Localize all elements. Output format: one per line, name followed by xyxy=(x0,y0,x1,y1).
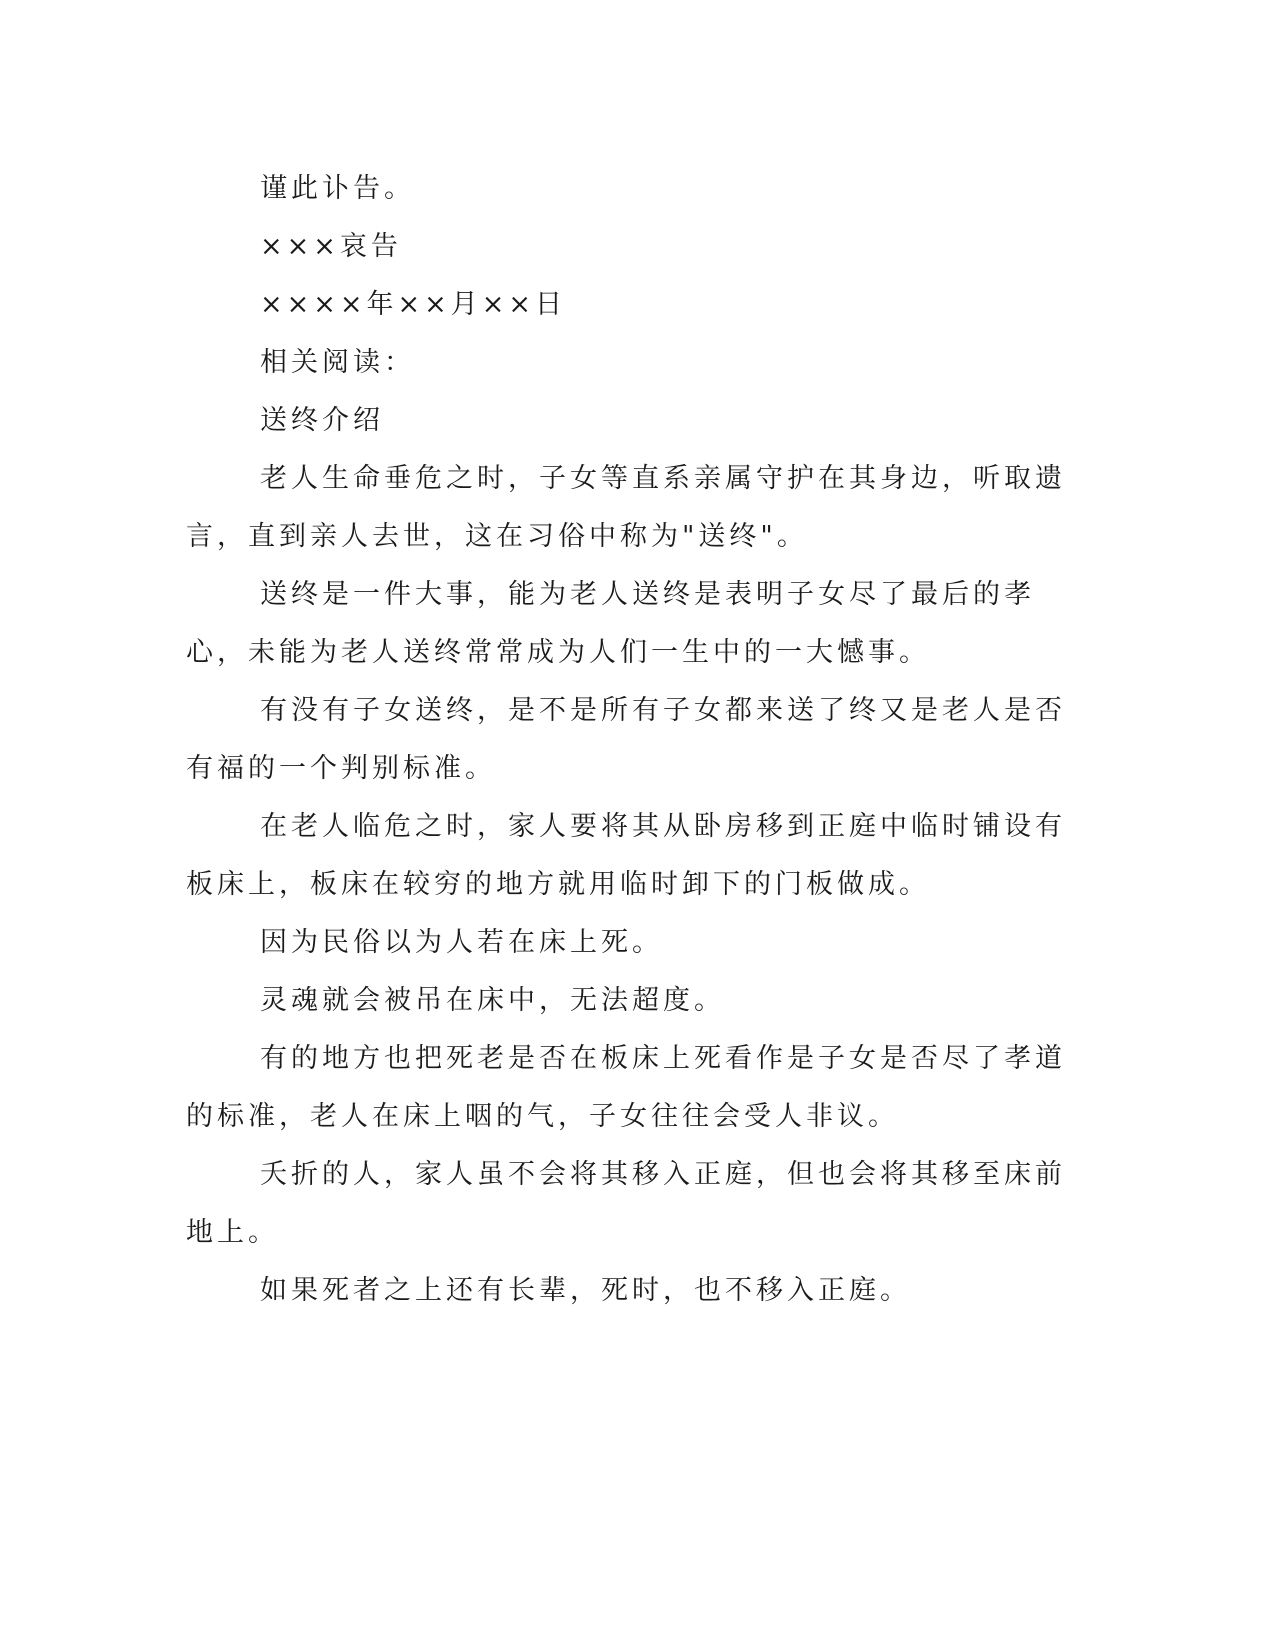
section-heading: 送终介绍 xyxy=(260,405,384,436)
body-paragraph: 在老人临危之时，家人要将其从卧房移到正庭中临时铺设有板床上，板床在较穷的地方就用临时卸下的门板做成。 xyxy=(186,811,1066,900)
body-paragraph: 夭折的人，家人虽不会将其移入正庭，但也会将其移至床前地上。 xyxy=(186,1159,1066,1248)
body-paragraph: 老人生命垂危之时，子女等直系亲属守护在其身边，听取遗言，直到亲人去世，这在习俗中称为"送终"。 xyxy=(186,463,1066,552)
related-reading-label: 相关阅读： xyxy=(260,347,415,378)
body-paragraph: 如果死者之上还有长辈，死时，也不移入正庭。 xyxy=(260,1275,911,1306)
body-paragraph: 因为民俗以为人若在床上死。 xyxy=(260,927,663,958)
body-paragraph: 有的地方也把死老是否在板床上死看作是子女是否尽了孝道的标准，老人在床上咽的气，子女往往会受人非议。 xyxy=(186,1043,1066,1132)
body-paragraph: 灵魂就会被吊在床中，无法超度。 xyxy=(260,985,725,1016)
closing-line: 谨此讣告。 xyxy=(260,173,415,204)
body-paragraph: 有没有子女送终，是不是所有子女都来送了终又是老人是否有福的一个判别标准。 xyxy=(186,695,1066,784)
body-paragraph: 送终是一件大事，能为老人送终是表明子女尽了最后的孝心，未能为老人送终常常成为人们一生中的一大憾事。 xyxy=(186,579,1035,668)
document-body xyxy=(186,160,1066,1320)
date-line: ××××年××月××日 xyxy=(260,289,566,320)
signature-line: ×××哀告 xyxy=(260,231,402,262)
